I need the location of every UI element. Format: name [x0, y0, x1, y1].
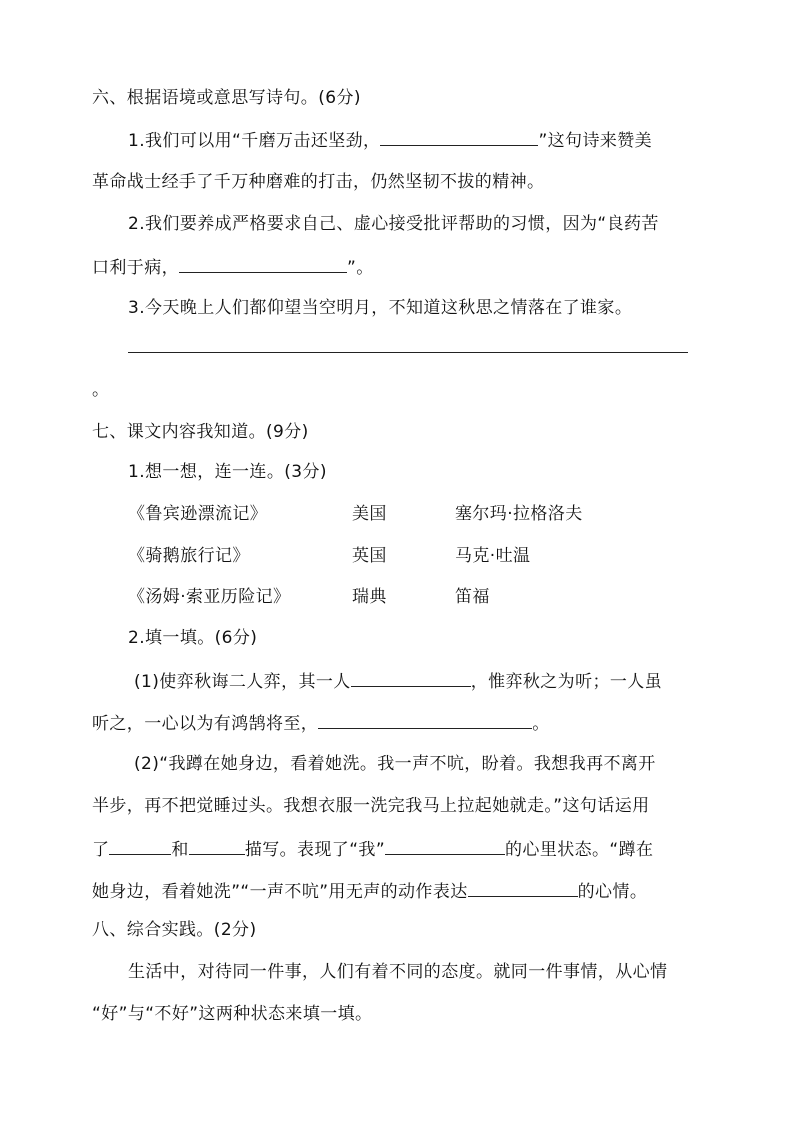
question-6-1-text-before: 1.我们可以用“千磨万击还坚劲， [128, 131, 381, 151]
question-7-2-title: 2.填一填。(6分) [128, 628, 258, 648]
part-1-text-b: ，惟弈秋之为听；一人虽 [470, 672, 663, 692]
country: 英国 [352, 546, 387, 566]
part-2-text-f: 的心情。 [577, 882, 648, 902]
answer-blank-7-2-1b[interactable] [318, 710, 532, 729]
section-7-heading: 七、课文内容我知道。(9分) [92, 422, 309, 442]
question-7-1-title: 1.想一想，连一连。(3分) [128, 462, 327, 482]
question-6-1-text-after: ”这句诗来赞美 [538, 131, 653, 151]
question-6-1 [128, 127, 652, 153]
part-1-text-a: (1)使弈秋诲二人弈，其一人 [134, 672, 351, 692]
part-2-text-c: 描写。表现了“我” [244, 840, 386, 860]
answer-blank-7-2-2c[interactable] [385, 836, 505, 855]
author: 塞尔玛·拉格洛夫 [455, 504, 583, 524]
question-6-2-text-after: ”。 [347, 258, 374, 278]
section-6-heading: 六、根据语境或意思写诗句。(6分) [92, 88, 361, 108]
part-2-text-d: 的心里状态。“蹲在 [505, 840, 654, 860]
section-8-instructions-continued: “好”与“不好”这两种状态来填一填。 [92, 1004, 373, 1024]
question-7-2-part-2-line-2: 半步，再不把觉睡过头。我想衣服一洗完我马上拉起她就走。”这句话运用 [92, 796, 650, 816]
answer-line-6-3[interactable] [128, 352, 688, 353]
question-6-3-end-mark: 。 [92, 380, 110, 400]
question-7-2-part-2-line-4 [92, 878, 647, 904]
question-7-2-part-1-continued [92, 710, 550, 736]
question-6-1-continued: 革命战士经手了千万种磨难的打击，仍然坚韧不拔的精神。 [92, 172, 545, 192]
answer-blank-7-2-2a[interactable] [109, 836, 171, 855]
question-6-2-continued [92, 254, 374, 280]
book-title: 《汤姆·索亚历险记》 [128, 587, 291, 607]
question-6-2: 2.我们要养成严格要求自己、虚心接受批评帮助的习惯，因为“良药苦 [128, 214, 659, 234]
part-1-text-c: 听之，一心以为有鸿鹄将至， [92, 714, 319, 734]
book-title: 《鲁宾逊漂流记》 [128, 504, 268, 524]
answer-blank-7-2-1a[interactable] [351, 668, 471, 687]
question-7-2-part-2: (2)“我蹲在她身边，看着她洗。我一声不吭，盼着。我想我再不离开 [134, 754, 656, 774]
author: 马克·吐温 [455, 546, 531, 566]
country: 美国 [352, 504, 387, 524]
question-7-2-part-1 [134, 668, 662, 694]
country: 瑞典 [352, 587, 387, 607]
question-7-2-part-2-line-3 [92, 836, 653, 862]
book-title: 《骑鹅旅行记》 [128, 546, 250, 566]
question-6-3: 3.今天晚上人们都仰望当空明月，不知道这秋思之情落在了谁家。 [128, 298, 633, 318]
part-2-text-a: 了 [92, 840, 110, 860]
answer-blank-6-2[interactable] [179, 254, 347, 273]
part-2-text-b: 和 [171, 840, 189, 860]
answer-blank-6-1[interactable] [380, 127, 538, 146]
part-1-text-d: 。 [532, 714, 550, 734]
section-8-heading: 八、综合实践。(2分) [92, 920, 257, 940]
author: 笛福 [455, 587, 490, 607]
part-2-text-e: 她身边，看着她洗”“一声不吭”用无声的动作表达 [92, 882, 468, 902]
question-6-2-text-before: 口利于病， [92, 258, 179, 278]
answer-blank-7-2-2b[interactable] [189, 836, 245, 855]
section-8-instructions: 生活中，对待同一件事，人们有着不同的态度。就同一件事情，从心情 [128, 962, 668, 982]
answer-blank-7-2-2d[interactable] [468, 878, 578, 897]
